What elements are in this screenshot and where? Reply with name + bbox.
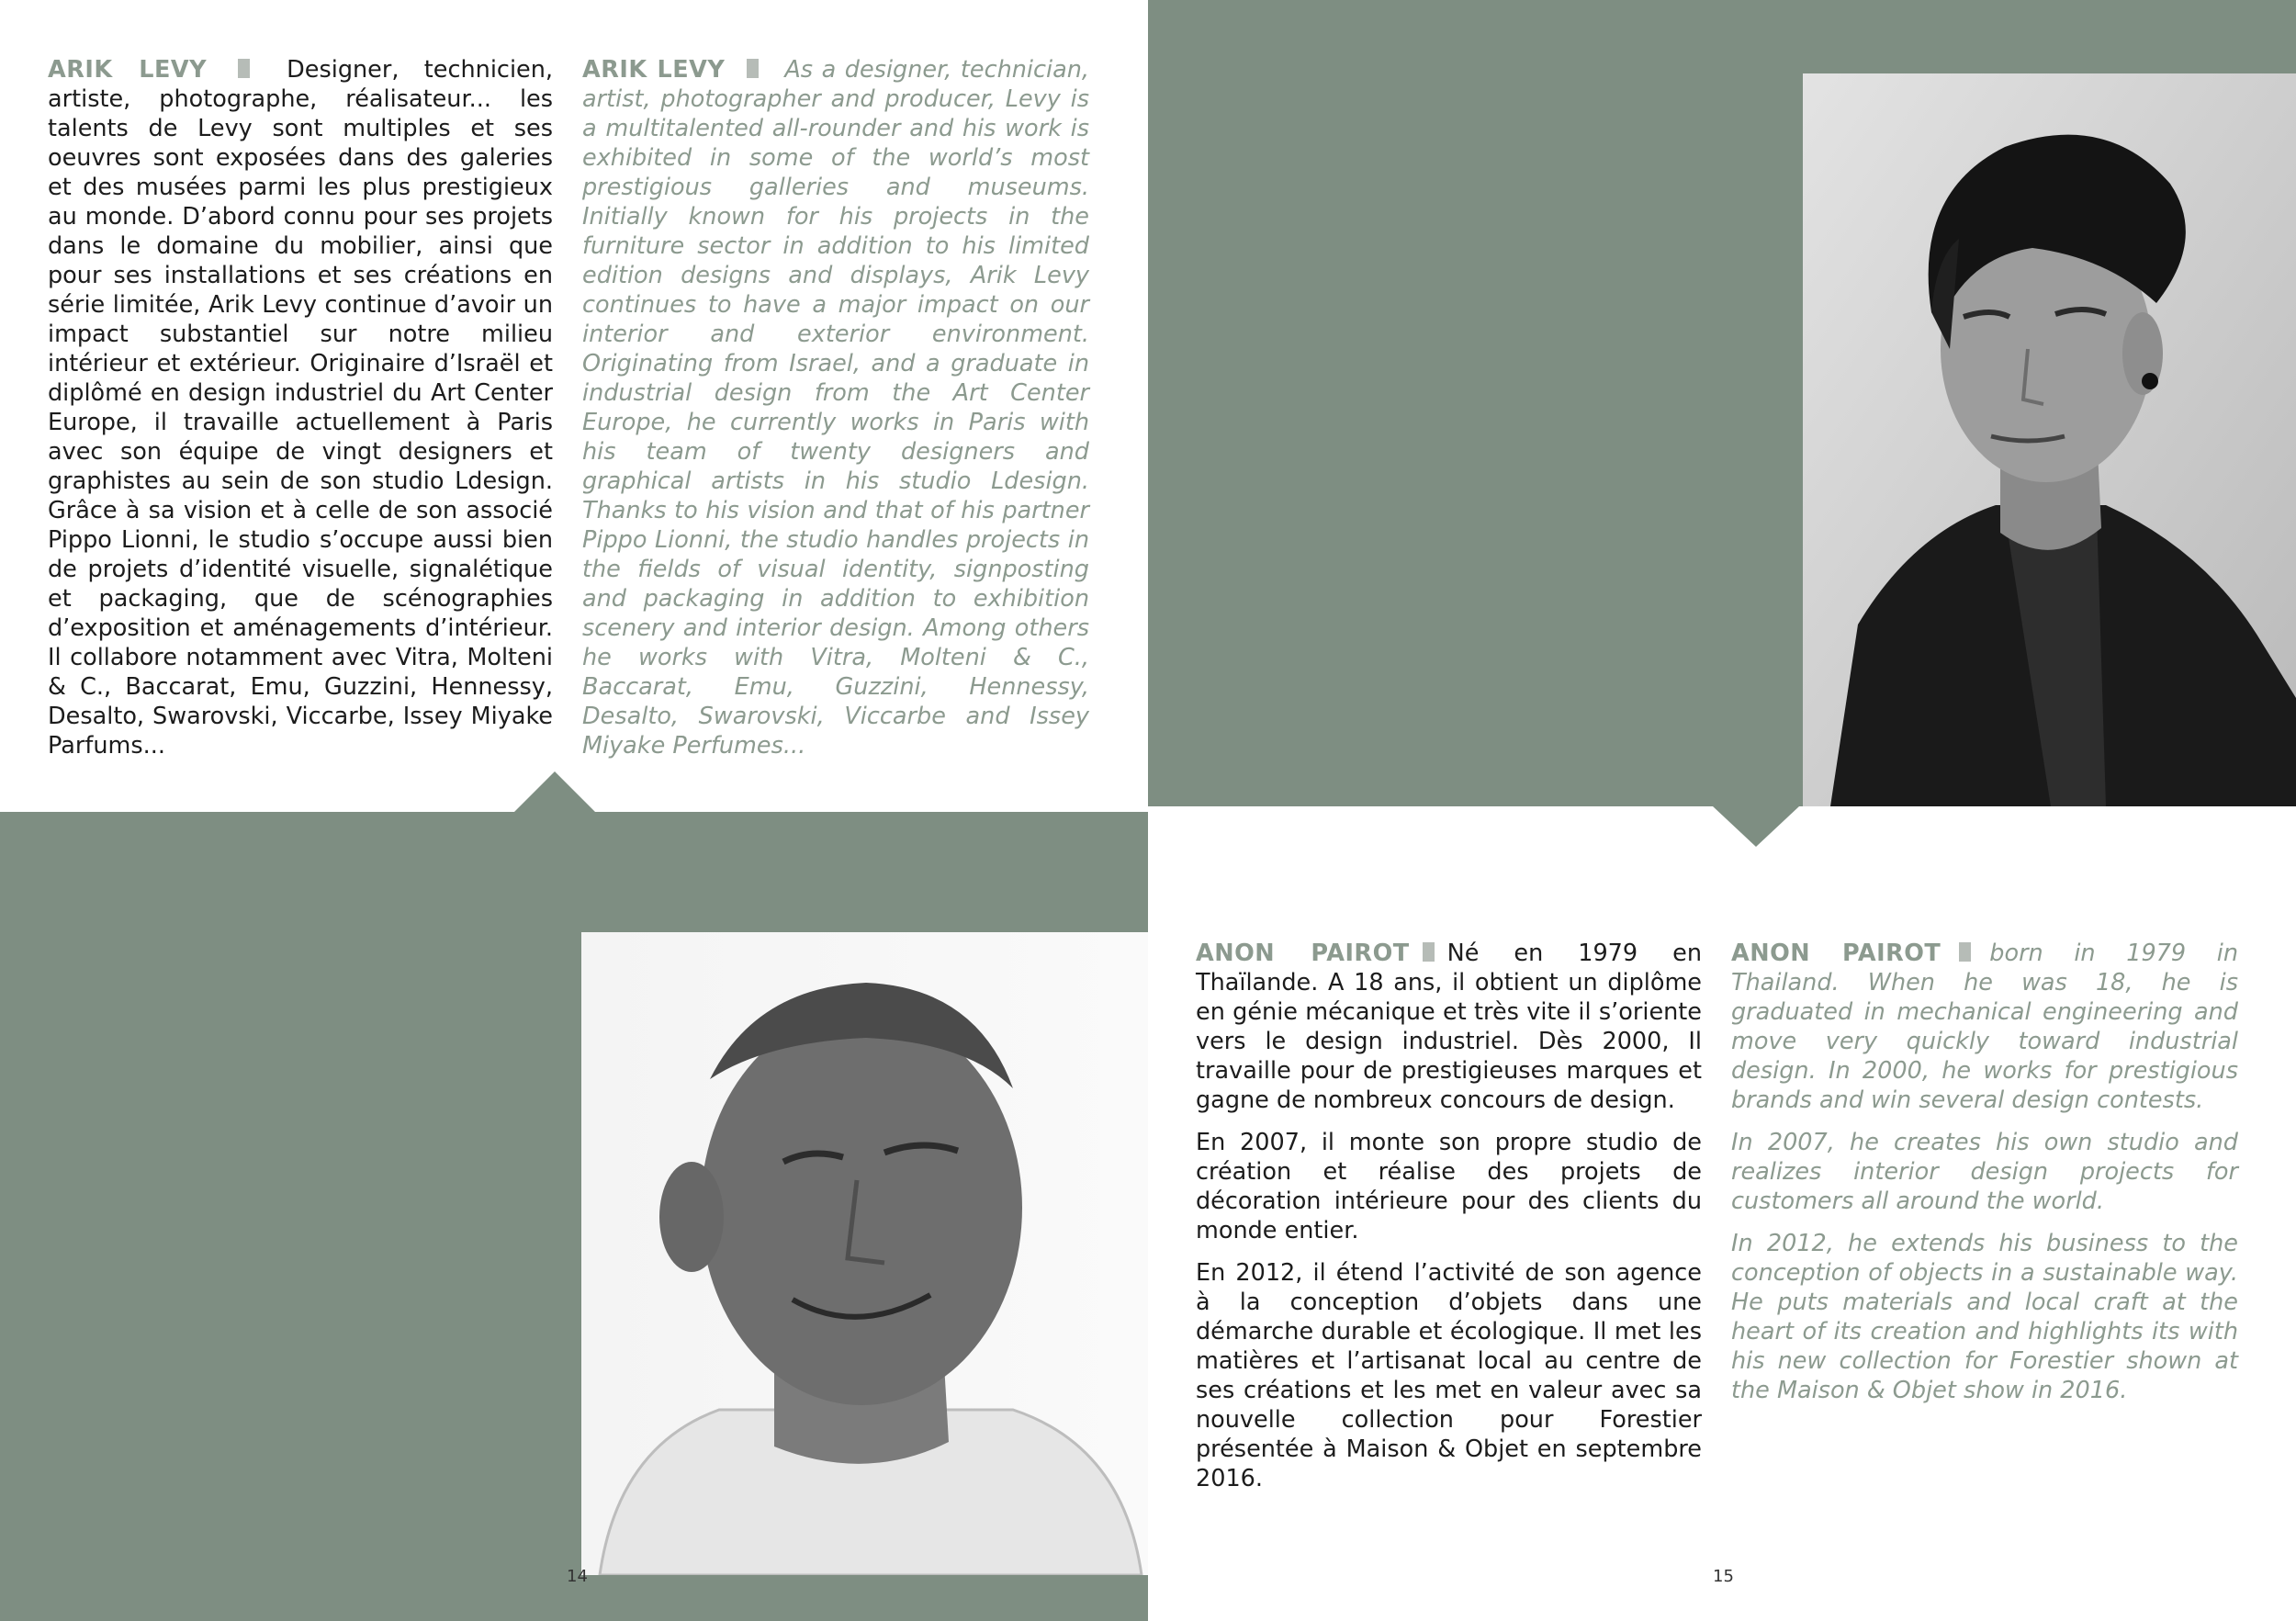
- bio-name: ARIK LEVY: [582, 56, 726, 84]
- name-separator-square: [747, 59, 759, 78]
- portrait-arik-levy: [581, 932, 1148, 1575]
- name-separator-square: [1423, 942, 1435, 962]
- name-separator-square: [1959, 942, 1971, 962]
- bio-anon-pairot-fr: [1196, 939, 1702, 1506]
- bio-name: ANON PAIROT: [1196, 940, 1410, 967]
- page-number-left: 14: [567, 1567, 588, 1586]
- bio-text: born in 1979 in Thailand. When he was 18, he is graduated in mechanical engineering and move very quickly toward industrial design. In 2000, he works for prestigious brands and win several design contests.: [1731, 940, 2238, 1114]
- bio-arik-levy-en: [582, 55, 1089, 760]
- name-separator-square: [238, 59, 250, 78]
- bio-paragraph: In 2012, he extends his business to the conception of objects in a sustainable way. He puts materials and local craft at the heart of its creation and highlights its with his new collection for Forestier shown at the Maison & Objet show in 2016.: [1731, 1230, 2238, 1404]
- bio-text: Designer, technicien, artiste, photographe, réalisateur... les talents de Levy sont multiples et ses oeuvres sont exposées dans des galeries et des musées parmi les plus prestigieux au monde. D’abord connu pour ses projets dans le domaine du mobilier, ainsi que pour ses installations et ses créations en série limitée, Arik Levy continue d’avoir un impact substantiel sur notre milieu intérieur et extérieur. Originaire d’Israël et diplômé en design industriel du Art Center Europe, il travaille actuellement à Paris avec son équipe de vingt designers et graphistes au sein de son studio Ldesign. Grâce à sa vision et à celle de son associé Pippo Lionni, le studio s’occupe aussi bien de projets d’identité visuelle, signalétique et packaging, que de scénographies d’exposition et aménagements d’intérieur. Il collabore notamment avec Vitra, Molteni & C., Baccarat, Emu, Guzzini, Hennessy, Desalto, Swarovski, Viccarbe, Issey Miyake Parfums...: [48, 56, 553, 760]
- bio-text: Né en 1979 en Thaïlande. A 18 ans, il obtient un diplôme en génie mécanique et très vite il s’oriente vers le design industriel. Dès 2000, Il travaille pour de prestigieuses marques et gagne de nombreux concours de design.: [1196, 940, 1702, 1114]
- bio-name: ANON PAIROT: [1731, 940, 1941, 967]
- bio-text: As a designer, technician, artist, photographer and producer, Levy is a multitalented all-rounder and his work is exhibited in some of the world’s most prestigious galleries and museums. Initially known for his projects in the furniture sector in addition to his limited edition designs and displays, Arik Levy continues to have a major impact on our interior and exterior environment. Originating from Israel, and a graduate in industrial design from the Art Center Europe, he currently works in Paris with his team of twenty designers and graphical artists in his studio Ldesign. Thanks to his vision and that of his partner Pippo Lionni, the studio handles projects in the fields of visual identity, signposting and packaging in addition to exhibition scenery and interior design. Among others he works with Vitra, Molteni & C., Baccarat, Emu, Guzzini, Hennessy, Desalto, Swarovski, Viccarbe and Issey Miyake Perfumes...: [582, 56, 1089, 760]
- portrait-anon-pairot: [1803, 73, 2296, 806]
- bio-paragraph: En 2007, il monte son propre studio de création et réalise des projets de décoration intérieure pour des clients du monde entier.: [1196, 1129, 1702, 1244]
- page-number-right: 15: [1713, 1567, 1734, 1586]
- bio-paragraph: En 2012, il étend l’activité de son agence à la conception d’objets dans une démarche durable et écologique. Il met les matières et l’artisanat local au centre de ses créations et les met en valeur avec sa nouvelle collection pour Forestier présentée à Maison & Objet en septembre 2016.: [1196, 1259, 1702, 1492]
- bio-arik-levy-fr: [48, 55, 553, 760]
- bio-paragraph: [1196, 939, 1702, 1115]
- bio-paragraph: [1731, 939, 2238, 1115]
- bio-paragraph: In 2007, he creates his own studio and realizes interior design projects for customers all around the world.: [1731, 1129, 2238, 1215]
- bio-name: ARIK LEVY: [48, 56, 208, 84]
- bio-anon-pairot-en: [1731, 939, 2238, 1418]
